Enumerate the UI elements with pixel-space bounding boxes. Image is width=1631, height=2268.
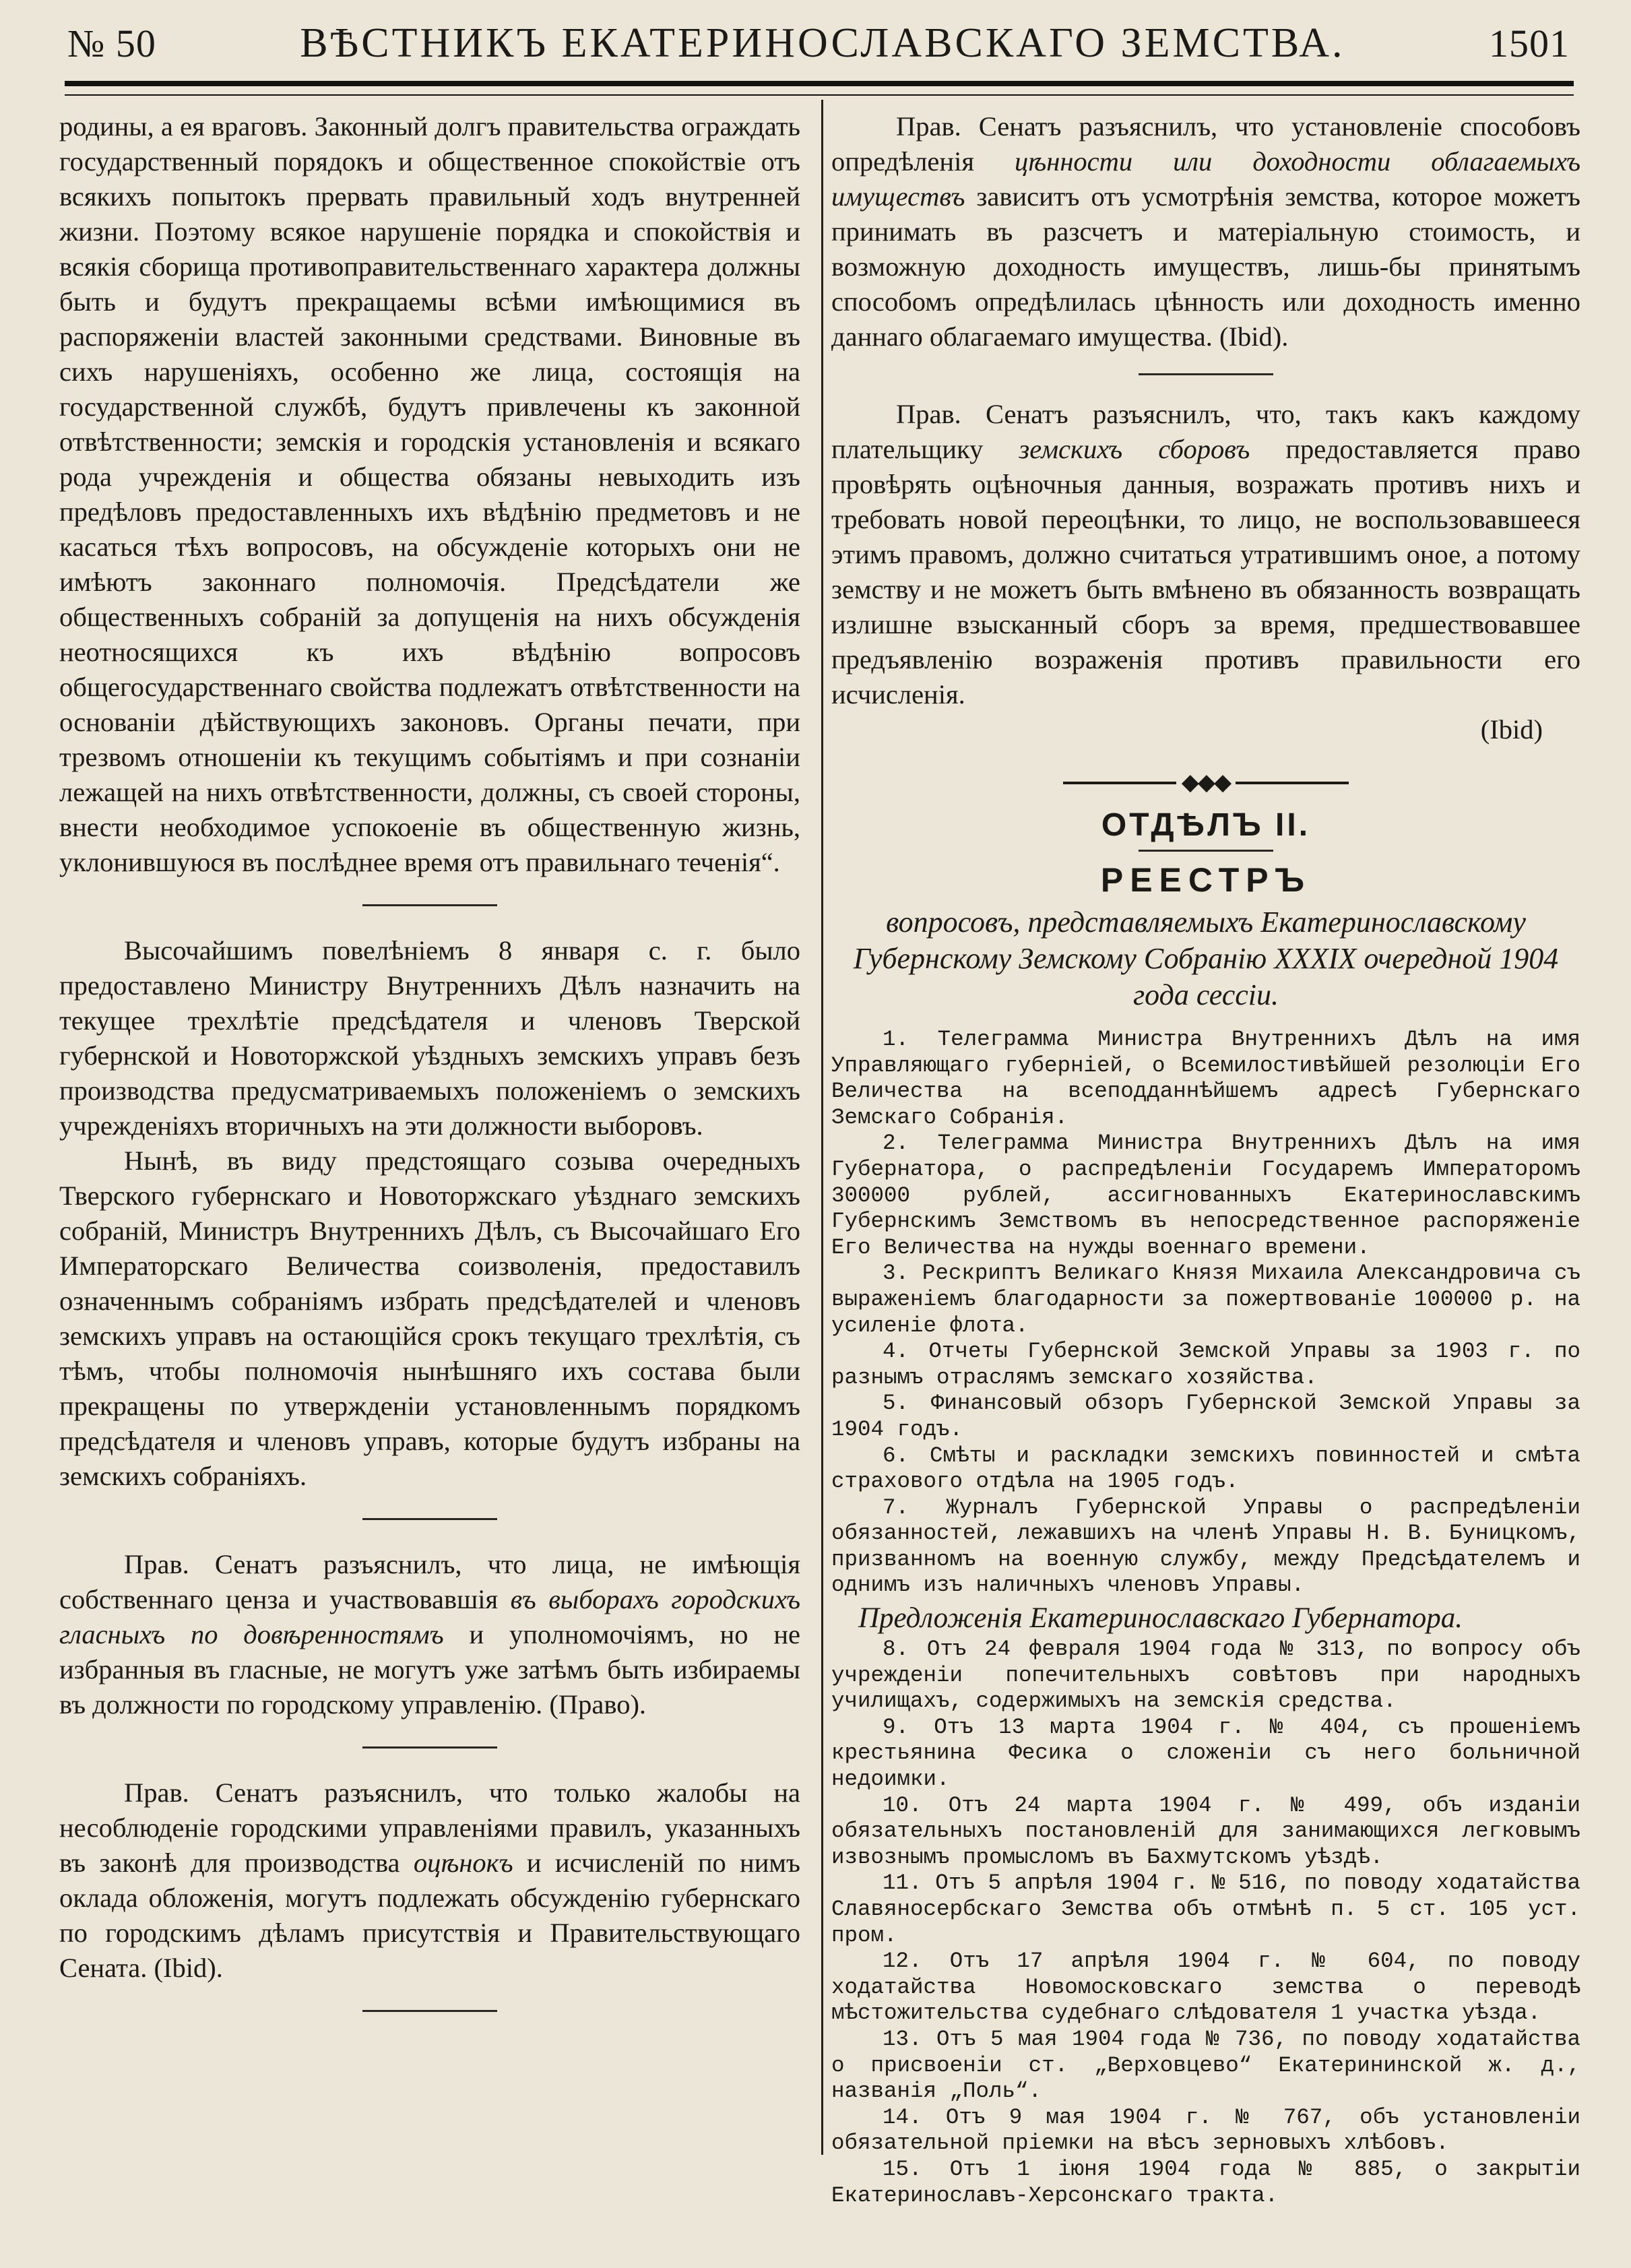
emphasis-run: земскихъ сборовъ — [1019, 434, 1250, 464]
registry-item: 8. Отъ 24 февраля 1904 года № 313, по вопросу объ учрежденіи попечительныхъ совѣтовъ при народныхъ училищахъ, содержимыхъ на земскія средства. — [831, 1637, 1580, 1714]
ornament-icon: ◆◆◆ — [1181, 770, 1231, 795]
text-run: Прав. Сенатъ разъяснилъ, что установленіе способовъ опредѣленія — [831, 111, 1580, 177]
section-separator — [362, 1518, 497, 1520]
section-heading: ОТДѢЛЪ II. — [1101, 807, 1311, 843]
registry-item: 9. Отъ 13 марта 1904 г. № 404, съ прошеніемъ крестьянина Фесика о сложеніи съ него больничной недоимки. — [831, 1714, 1580, 1792]
registry-list — [831, 1027, 1580, 2209]
section-separator — [1139, 373, 1273, 375]
page-header — [67, 9, 1570, 77]
text-run: и исчисленій по нимъ оклада обложенія, могутъ подлежать обсужденію губернскаго по городскимъ дѣламъ присутствія и Правительствующаго Сената. — [59, 1848, 800, 1983]
right-column — [831, 109, 1580, 2209]
ornament-divider — [831, 770, 1580, 795]
text-run: Прав. Сенатъ разъяснилъ, что, такъ какъ каждому плательщику — [831, 399, 1580, 464]
left-column — [59, 109, 800, 2039]
paragraph: родины, а ея враговъ. Законный долгъ правительства ограждать государственный порядокъ и общественное спокойствіе отъ всякихъ попытокъ прервать правильный ходъ внутренней жизни. Поэтому всякое нарушеніе порядка и спокойствія и всякія сборища противоправительственнаго характера должны быть и будутъ прекращаемы всѣми имѣющимися въ распоряженіи властей законными средствами. Виновные въ сихъ нарушеніяхъ, особенно же лица, состоящія на государственной службѣ, будутъ привлечены къ законной отвѣтственности; земскія и городскія установленія и всякаго рода учрежденія и общества обязаны невыходить изъ предѣловъ предоставленныхъ ихъ вѣдѣнію предметовъ и не касаться тѣхъ вопросовъ, на обсужденіе которыхъ они не имѣютъ законнаго полномочія. Предсѣдатели же общественныхъ собраній за допущенія на нихъ обсужденія неотносящихся къ ихъ вѣдѣнію вопросовъ общегосударственнаго свойства подлежатъ отвѣтственности на основаніи дѣйствующихъ законовъ. Органы печати, при трезвомъ отношеніи къ текущимъ событіямъ и при сознаніи лежащей на нихъ отвѣтственности, должны, съ своей стороны, внести необходимое успокоеніе въ общественную жизнь, уклонившуюся въ послѣднее время отъ правильнаго теченія“. — [59, 111, 800, 877]
section-separator — [362, 2010, 497, 2012]
emphasis-run: цѣнности или доходности облагаемыхъ имуществъ — [831, 146, 1580, 212]
issue-number: № 50 — [67, 21, 156, 65]
registry-item: 6. Смѣты и раскладки земскихъ повинностей и смѣта страхового отдѣла на 1905 годъ. — [831, 1443, 1580, 1494]
source-citation: (Ibid). — [1219, 321, 1289, 352]
paragraph: Нынѣ, въ виду предстоящаго созыва очередныхъ Тверского губернскаго и Новоторжскаго уѣзднаго земскихъ собраній, Министръ Внутреннихъ Дѣлъ, съ Высочайшаго Его Императорскаго Величества соизволенія, предоставилъ означеннымъ собраніямъ избрать предсѣдателей и членовъ земскихъ управъ на остающійся срокъ текущаго трехлѣтія, съ тѣмъ, чтобы полномочія нынѣшняго ихъ состава были прекращены по утвержденіи установленнымъ порядкомъ предсѣдателя и членовъ управъ, которые будутъ избраны на земскихъ собраніяхъ. — [59, 1145, 800, 1491]
paragraph — [59, 1547, 800, 1722]
text-run: зависитъ отъ усмотрѣнія земства, которое можетъ принимать въ разсчетъ и матеріальную стоимость, и возможную доходность имуществъ, лишь-бы принятымъ способомъ опредѣлилась цѣнность или доходность именно даннаго облагаемаго имущества. — [831, 181, 1580, 352]
registry-subheading: Предложенія Екатеринославскаго Губернатора. — [858, 1602, 1463, 1635]
registry-item: 5. Финансовый обзоръ Губернской Земской Управы за 1904 годъ. — [831, 1391, 1580, 1442]
registry-item: 12. Отъ 17 апрѣля 1904 г. № 604, по поводу ходатайства Новомосковскаго земства о переводѣ мѣстожительства судебнаго слѣдователя 1 участка уѣзда. — [831, 1949, 1580, 2026]
registry-item: 15. Отъ 1 іюня 1904 года № 885, о закрытіи Екатеринославъ-Херсонскаго тракта. — [831, 2156, 1580, 2208]
paragraph — [831, 397, 1580, 712]
heading-rule — [1139, 850, 1273, 852]
registry-item: 1. Телеграмма Министра Внутреннихъ Дѣлъ на имя Управляющаго губерніей, о Всемилостивѣйшей резолюціи Его Величества на всеподданнѣйшемъ адресѣ Губернскаго Земскаго Собранія. — [831, 1027, 1580, 1130]
registry-title: РЕЕСТРЪ — [1100, 861, 1312, 899]
paragraph — [59, 1775, 800, 1986]
registry-item: 2. Телеграмма Министра Внутреннихъ Дѣлъ на имя Губернатора, о распредѣленіи Государемъ Императоромъ 300000 рублей, ассигнованныхъ Екатеринославскимъ Губернскимъ Земствомъ въ непосредственное распоряженіе Его Величества на нужды военнаго времени. — [831, 1131, 1580, 1260]
registry-subtitle: вопросовъ, представляемыхъ Екатеринославскому Губернскому Земскому Собранію XXXIX очередной 1904 года сессіи. — [853, 906, 1559, 1011]
paragraph — [831, 109, 1580, 354]
source-citation: (Ibid). — [154, 1953, 223, 1983]
emphasis-run: оцѣнокъ — [413, 1848, 513, 1878]
text-run: и уполномочіямъ, но не избранныя въ гласные, не могутъ уже затѣмъ быть избираемы въ должности по городскому управленію. — [59, 1619, 801, 1720]
registry-item: 4. Отчеты Губернской Земской Управы за 1903 г. по разнымъ отраслямъ земскаго хозяйства. — [831, 1339, 1580, 1390]
registry-item: 11. Отъ 5 апрѣля 1904 г. № 516, по поводу ходатайства Славяносербскаго Земства объ отмѣнѣ п. 5 ст. 105 уст. пром. — [831, 1870, 1580, 1948]
registry-item: 3. Рескриптъ Великаго Князя Михаила Александровича съ выраженіемъ благодарности за пожертвованіе 100000 р. на усиленіе флота. — [831, 1261, 1580, 1338]
column-divider — [821, 100, 823, 2155]
publication-title: ВѢСТНИКЪ ЕКАТЕРИНОСЛАВСКАГО ЗЕМСТВА. — [300, 20, 1345, 66]
registry-item: 7. Журналъ Губернской Управы о распредѣленіи обязанностей, лежавшихъ на членѣ Управы Н. В. Буницкомъ, призванномъ на военную службу, между Предсѣдателемъ и однимъ изъ наличныхъ членовъ Управы. — [831, 1494, 1580, 1598]
source-citation: (Ibid) — [1480, 714, 1543, 745]
header-rule — [65, 81, 1574, 96]
ornament-bar — [1063, 782, 1176, 784]
paragraph: Высочайшимъ повелѣніемъ 8 января с. г. было предоставлено Министру Внутреннихъ Дѣлъ назначить на текущее трехлѣтіе предсѣдателя и членовъ Тверской губернской и Новоторжской уѣздныхъ земскихъ управъ безъ производства предусматриваемыхъ положеніемъ о земскихъ учрежденіяхъ вторичныхъ на эти должности выборовъ. — [59, 935, 800, 1141]
text-run: Прав. Сенатъ разъяснилъ, что лица, не имѣющія собственнаго ценза и участвовавшія — [59, 1549, 800, 1614]
registry-item: 13. Отъ 5 мая 1904 года № 736, по поводу ходатайства о присвоеніи ст. „Верховцево“ Екатерининской ж. д., названія „Поль“. — [831, 2026, 1580, 2104]
registry-item: 10. Отъ 24 марта 1904 г. № 499, объ изданіи обязательныхъ постановленій для занимающихся легковымъ извознымъ промысломъ въ Бахмутскомъ уѣздѣ. — [831, 1792, 1580, 1870]
source-citation: (Право). — [549, 1689, 647, 1720]
text-run: Прав. Сенатъ разъяснилъ, что только жалобы на несоблюденіе городскими управленіями правилъ, указанныхъ въ законѣ для производства — [59, 1777, 800, 1878]
ornament-bar — [1236, 782, 1349, 784]
registry-item: 14. Отъ 9 мая 1904 г. № 767, объ установленіи обязательной пріемки на вѣсъ зерновыхъ хлѣбовъ. — [831, 2104, 1580, 2156]
section-separator — [362, 1746, 497, 1749]
emphasis-run: въ выборахъ городскихъ гласныхъ по довѣренностямъ — [59, 1584, 800, 1649]
section-separator — [362, 904, 497, 906]
text-run: предоставляется право провѣрять оцѣночныя данныя, возражать противъ нихъ и требовать новой переоцѣнки, то лицо, не воспользовавшееся этимъ правомъ, должно считаться утратившимъ оное, а потому земству и не можетъ быть вмѣнено въ обязанность возвращать излишне взысканный сборъ за время, предшествовавшее предъявленію возраженія противъ правильности его исчисленія. — [831, 434, 1580, 710]
page-number: 1501 — [1488, 21, 1570, 65]
